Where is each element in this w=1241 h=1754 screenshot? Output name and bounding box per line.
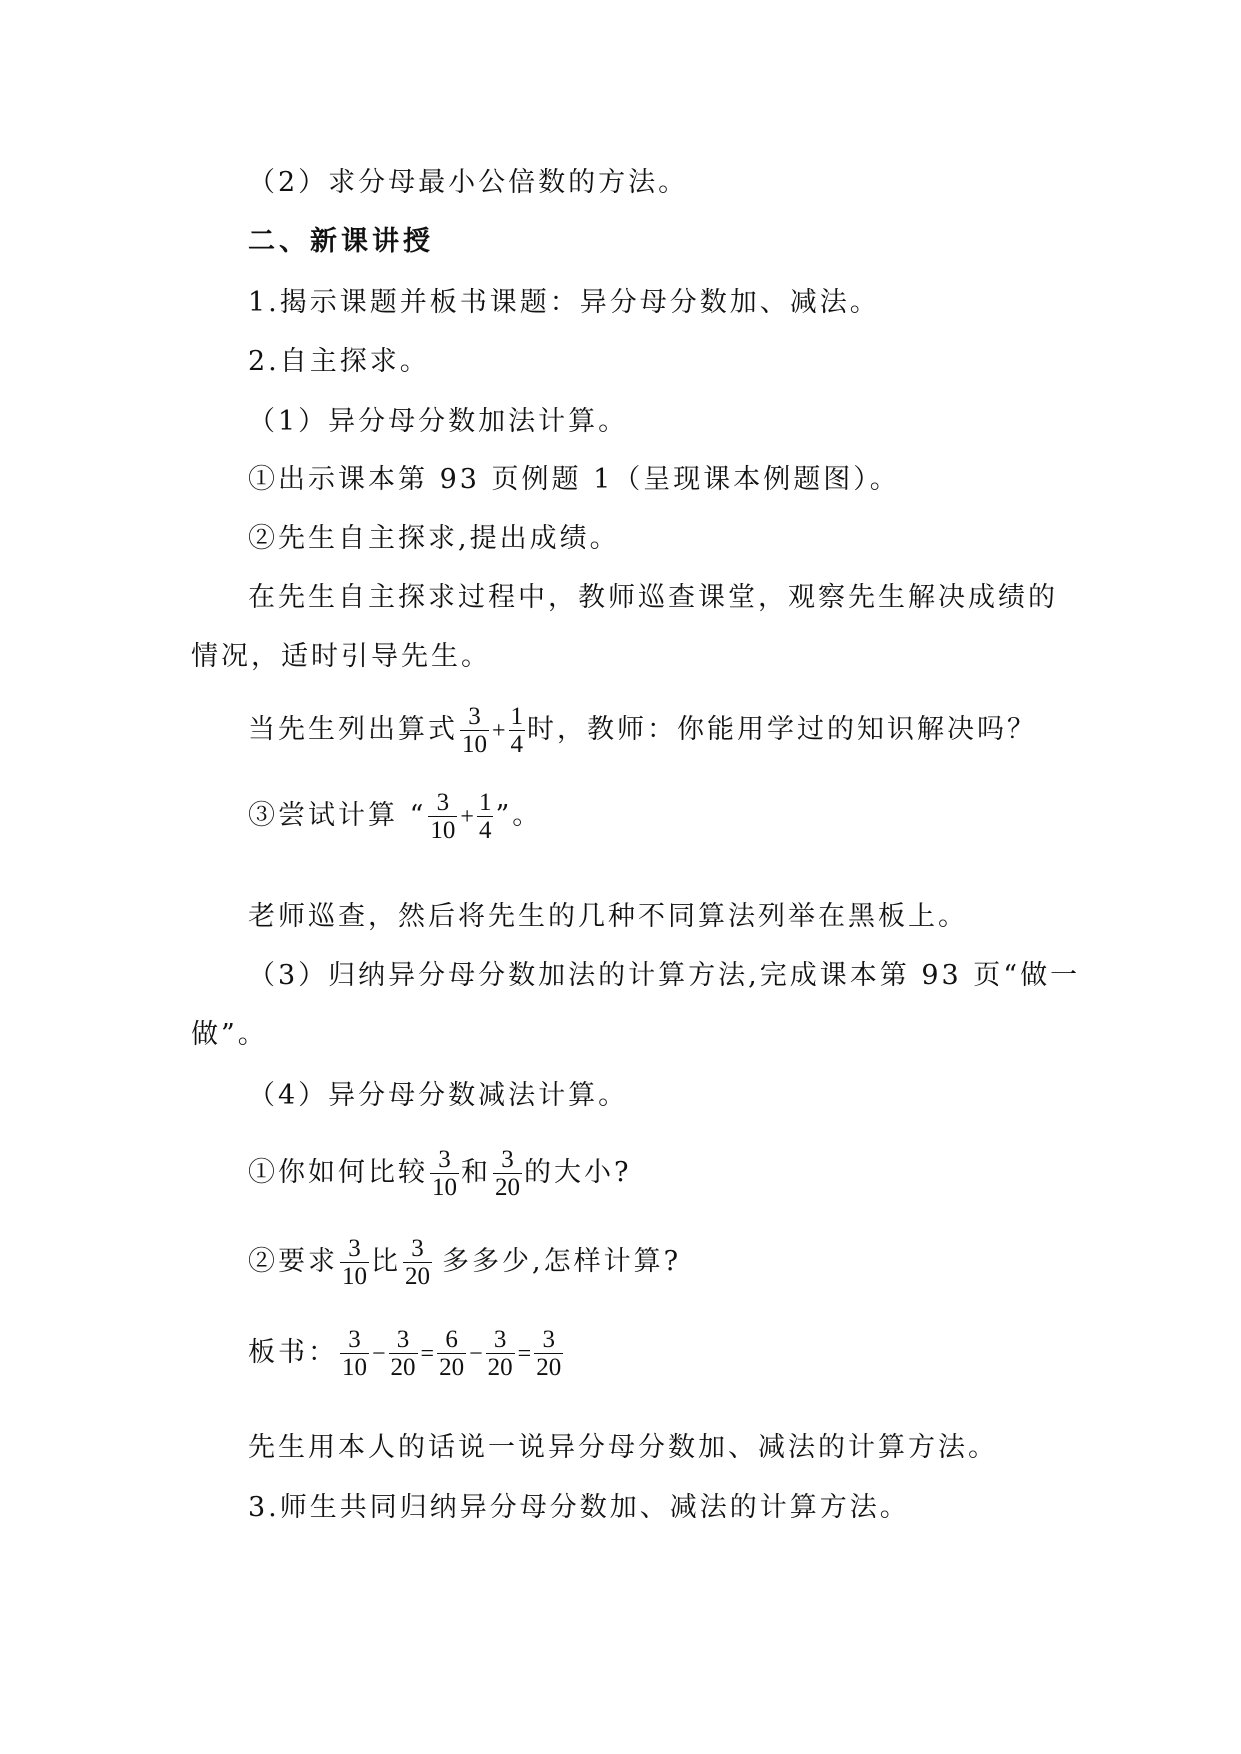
fraction-3-20: $\frac{3}{20}$ (390, 1326, 416, 1381)
para-teacher-patrol-cont: 情况，适时引导先生。 (191, 641, 491, 672)
minus-sign: − (469, 1340, 483, 1367)
how-much-post: 多多少,怎样计算? (442, 1246, 682, 1277)
fraction-1-4: $\frac{1}{4}$ (510, 703, 524, 758)
try-calc-pre: ③尝试计算 “ (248, 800, 427, 831)
minus-sign: − (372, 1340, 386, 1367)
para-list-methods: 老师巡查，然后将先生的几种不同算法列举在黑板上。 (248, 901, 968, 932)
fraction-6-20: $\frac{6}{20}$ (439, 1326, 465, 1381)
try-calc-post: ”。 (495, 800, 543, 831)
para-try-calc (248, 781, 542, 852)
formula-question-pre: 当先生列出算式 (248, 714, 458, 745)
fraction-3-10: $\frac{3}{10}$ (342, 1326, 367, 1381)
plus-sign: + (460, 803, 474, 830)
equals-sign: = (517, 1340, 532, 1367)
para-blackboard (248, 1318, 565, 1389)
compare-pre: ①你如何比较 (248, 1157, 428, 1188)
para-teacher-patrol: 在先生自主探求过程中，教师巡查课堂，观察先生解决成绩的 (248, 582, 1058, 613)
para-joint-summary: 3.师生共同归纳异分母分数加、减法的计算方法。 (248, 1492, 910, 1523)
how-much-pre: ②要求 (248, 1246, 338, 1277)
para-self-explore: 2.自主探求。 (248, 346, 430, 377)
blackboard-label: 板书： (248, 1337, 338, 1368)
para-summarize-addition-cont: 做”。 (191, 1019, 268, 1050)
compare-and: 和 (461, 1157, 491, 1188)
para-how-much-more (248, 1227, 681, 1297)
para-subtraction-calc: （4）异分母分数减法计算。 (248, 1080, 629, 1111)
section-heading: 二、新课讲授 (248, 226, 434, 257)
fraction-3-10: $\frac{3}{10}$ (430, 789, 456, 844)
fraction-1-4: $\frac{1}{4}$ (478, 789, 492, 844)
fraction-3-20: $\frac{3}{20}$ (405, 1235, 430, 1290)
para-show-example: ①出示课本第 93 页例题 1（呈现课本例题图）。 (248, 464, 900, 495)
compare-post: 的大小? (524, 1157, 632, 1188)
plus-sign: + (492, 717, 506, 744)
para-addition-calc: （1）异分母分数加法计算。 (248, 406, 629, 437)
fraction-3-20: $\frac{3}{20}$ (495, 1146, 520, 1201)
fraction-3-20: $\frac{3}{20}$ (487, 1326, 513, 1381)
fraction-3-20: $\frac{3}{20}$ (536, 1326, 562, 1381)
para-compare (248, 1138, 631, 1208)
para-formula-question (248, 695, 1037, 766)
equals-sign: = (420, 1340, 435, 1367)
fraction-3-10: $\frac{3}{10}$ (432, 1146, 457, 1201)
para-method-lcm: （2）求分母最小公倍数的方法。 (248, 167, 689, 198)
formula-question-post: 时，教师：你能用学过的知识解决吗？ (527, 714, 1038, 745)
para-own-words: 先生用本人的话说一说异分母分数加、减法的计算方法。 (248, 1432, 998, 1463)
how-much-than: 比 (371, 1246, 401, 1277)
fraction-3-10: $\frac{3}{10}$ (342, 1235, 367, 1290)
para-raise-question: ②先生自主探求,提出成绩。 (248, 523, 620, 554)
para-reveal-topic: 1.揭示课题并板书课题：异分母分数加、减法。 (248, 287, 880, 318)
para-summarize-addition: （3）归纳异分母分数加法的计算方法,完成课本第 93 页“做一 (248, 960, 1081, 991)
fraction-3-10: $\frac{3}{10}$ (462, 703, 487, 758)
